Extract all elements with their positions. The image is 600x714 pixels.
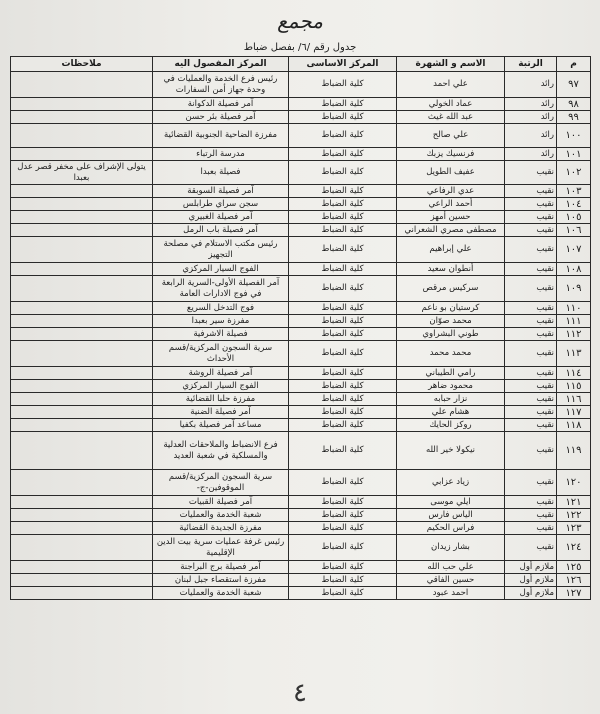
cell-name: الياس فارس <box>397 509 505 522</box>
cell-num: ١٢١ <box>557 496 591 509</box>
table-header-row <box>11 57 591 72</box>
table-row <box>11 72 591 98</box>
cell-base: كلية الضباط <box>289 161 397 185</box>
cell-notes <box>11 124 153 148</box>
header-notes: ملاحظات <box>11 57 153 72</box>
cell-posting: آمر فصيلة الروشة <box>153 367 289 380</box>
table-row <box>11 574 591 587</box>
cell-notes <box>11 406 153 419</box>
cell-notes <box>11 367 153 380</box>
cell-base: كلية الضباط <box>289 535 397 561</box>
cell-num: ١١٧ <box>557 406 591 419</box>
cell-base: كلية الضباط <box>289 419 397 432</box>
cell-num: ١١٦ <box>557 393 591 406</box>
cell-base: كلية الضباط <box>289 224 397 237</box>
cell-num: ١٠٠ <box>557 124 591 148</box>
cell-base: كلية الضباط <box>289 393 397 406</box>
table-row <box>11 124 591 148</box>
cell-notes <box>11 496 153 509</box>
cell-num: ١١٥ <box>557 380 591 393</box>
cell-name: عبد الله غيث <box>397 111 505 124</box>
cell-posting: مفرزة حلبا القضائية <box>153 393 289 406</box>
cell-num: ١١٢ <box>557 328 591 341</box>
cell-notes <box>11 72 153 98</box>
handwritten-header-mark: مجمع <box>277 9 323 33</box>
cell-name: طوني البشراوي <box>397 328 505 341</box>
cell-posting: سرية السجون المركزية/قسم الموقوفين-ج- <box>153 470 289 496</box>
cell-notes <box>11 509 153 522</box>
cell-notes <box>11 276 153 302</box>
cell-name: أنطوان سعيد <box>397 263 505 276</box>
cell-posting: مساعد آمر فصيلة بكفيا <box>153 419 289 432</box>
table-row <box>11 198 591 211</box>
cell-posting: آمر الفصيلة الأولى-السرية الرابعة في فوج الادارات العامة <box>153 276 289 302</box>
cell-rank: رائد <box>505 124 557 148</box>
cell-num: ١٢٢ <box>557 509 591 522</box>
table-row <box>11 561 591 574</box>
cell-rank: نقيب <box>505 341 557 367</box>
cell-base: كلية الضباط <box>289 237 397 263</box>
cell-name: أحمد الراعي <box>397 198 505 211</box>
table-row <box>11 224 591 237</box>
cell-posting: فصيلة بعبدا <box>153 161 289 185</box>
table-row <box>11 587 591 600</box>
table-row <box>11 111 591 124</box>
cell-name: مصطفى مصري الشعراني <box>397 224 505 237</box>
table-caption: جدول رقم /٦/ بفصل ضباط <box>243 42 357 53</box>
cell-rank: نقيب <box>505 419 557 432</box>
cell-posting: آمر فصيلة السوبقة <box>153 185 289 198</box>
cell-notes <box>11 470 153 496</box>
cell-posting: آمر فصيلة بئر حسن <box>153 111 289 124</box>
cell-rank: رائد <box>505 98 557 111</box>
cell-notes <box>11 535 153 561</box>
cell-name: هشام علي <box>397 406 505 419</box>
cell-num: ٩٩ <box>557 111 591 124</box>
cell-notes <box>11 263 153 276</box>
cell-num: ١١١ <box>557 315 591 328</box>
cell-base: كلية الضباط <box>289 380 397 393</box>
cell-name: عماد الخولي <box>397 98 505 111</box>
cell-notes <box>11 341 153 367</box>
cell-name: زياد عزابي <box>397 470 505 496</box>
cell-posting: آمر فصيلة برج البراجنة <box>153 561 289 574</box>
table-row <box>11 419 591 432</box>
cell-num: ١٢٥ <box>557 561 591 574</box>
cell-notes <box>11 587 153 600</box>
cell-name: علي صالح <box>397 124 505 148</box>
cell-num: ١١٤ <box>557 367 591 380</box>
cell-rank: نقيب <box>505 367 557 380</box>
cell-rank: نقيب <box>505 263 557 276</box>
cell-name: سركيس مرقص <box>397 276 505 302</box>
cell-posting: سرية السجون المركزية/قسم الأحداث <box>153 341 289 367</box>
cell-posting: شعبة الخدمة والعمليات <box>153 509 289 522</box>
cell-base: كلية الضباط <box>289 185 397 198</box>
cell-base: كلية الضباط <box>289 341 397 367</box>
header-rank: الرتبة <box>505 57 557 72</box>
cell-rank: نقيب <box>505 237 557 263</box>
cell-rank: رائد <box>505 111 557 124</box>
cell-base: كلية الضباط <box>289 263 397 276</box>
cell-notes <box>11 224 153 237</box>
cell-name: حسين الفاقي <box>397 574 505 587</box>
cell-posting: الفوج السيار المركزي <box>153 263 289 276</box>
cell-num: ١٢٤ <box>557 535 591 561</box>
cell-posting: مفرزة الضاحية الجنوبية القضائية <box>153 124 289 148</box>
cell-base: كلية الضباط <box>289 198 397 211</box>
cell-rank: نقيب <box>505 535 557 561</box>
table-row <box>11 509 591 522</box>
cell-name: علي حب الله <box>397 561 505 574</box>
cell-rank: نقيب <box>505 393 557 406</box>
cell-num: ١٠٨ <box>557 263 591 276</box>
cell-name: محمد محمد <box>397 341 505 367</box>
cell-num: ١٠٩ <box>557 276 591 302</box>
table-row <box>11 315 591 328</box>
cell-num: ١٢٣ <box>557 522 591 535</box>
cell-rank: نقيب <box>505 315 557 328</box>
cell-num: ٩٧ <box>557 72 591 98</box>
cell-notes: يتولى الإشراف على مخفر قصر عدل بعبدا <box>11 161 153 185</box>
cell-rank: ملازم أول <box>505 561 557 574</box>
cell-num: ١٢٧ <box>557 587 591 600</box>
cell-posting: مفرزة سير بعبدا <box>153 315 289 328</box>
table-row <box>11 276 591 302</box>
table-row <box>11 341 591 367</box>
cell-num: ١٠٤ <box>557 198 591 211</box>
cell-posting: فرع الانضباط والملاحقات العدلية والمسلكية في شعبة العديد <box>153 432 289 470</box>
cell-posting: مدرسة الرتباء <box>153 148 289 161</box>
cell-rank: نقيب <box>505 380 557 393</box>
cell-rank: رائد <box>505 72 557 98</box>
cell-rank: نقيب <box>505 496 557 509</box>
cell-name: حسين أمهز <box>397 211 505 224</box>
cell-base: كلية الضباط <box>289 470 397 496</box>
cell-num: ١٠١ <box>557 148 591 161</box>
cell-base: كلية الضباط <box>289 561 397 574</box>
cell-name: روكز الحايك <box>397 419 505 432</box>
cell-name: عدي الرفاعي <box>397 185 505 198</box>
cell-notes <box>11 185 153 198</box>
cell-base: كلية الضباط <box>289 406 397 419</box>
cell-base: كلية الضباط <box>289 124 397 148</box>
cell-name: كرستيان بو ناعم <box>397 302 505 315</box>
cell-name: علي احمد <box>397 72 505 98</box>
cell-num: ١٠٥ <box>557 211 591 224</box>
cell-rank: رائد <box>505 148 557 161</box>
cell-base: كلية الضباط <box>289 276 397 302</box>
cell-posting: آمر فصيلة باب الرمل <box>153 224 289 237</box>
table-body <box>11 72 591 600</box>
cell-rank: نقيب <box>505 522 557 535</box>
cell-base: كلية الضباط <box>289 302 397 315</box>
cell-notes <box>11 561 153 574</box>
table-row <box>11 432 591 470</box>
cell-rank: نقيب <box>505 406 557 419</box>
table-row <box>11 98 591 111</box>
table-row <box>11 393 591 406</box>
cell-notes <box>11 98 153 111</box>
cell-notes <box>11 211 153 224</box>
cell-base: كلية الضباط <box>289 72 397 98</box>
cell-name: نيكولا خير الله <box>397 432 505 470</box>
table-row <box>11 406 591 419</box>
cell-posting: رئيس فرع الخدمة والعمليات في وحدة جهاز أمن السفارات <box>153 72 289 98</box>
cell-base: كلية الضباط <box>289 211 397 224</box>
cell-num: ١١٣ <box>557 341 591 367</box>
table-row <box>11 328 591 341</box>
cell-name: نزار حبابه <box>397 393 505 406</box>
cell-base: كلية الضباط <box>289 111 397 124</box>
cell-num: ١١٩ <box>557 432 591 470</box>
cell-rank: ملازم أول <box>505 574 557 587</box>
table-row <box>11 496 591 509</box>
cell-name: رامي الطيباني <box>397 367 505 380</box>
cell-notes <box>11 148 153 161</box>
page-number-mark: ٤ <box>293 678 307 708</box>
table-row <box>11 211 591 224</box>
officers-table <box>10 56 591 600</box>
cell-name: ايلي موسى <box>397 496 505 509</box>
cell-posting: فصيلة الاشرفية <box>153 328 289 341</box>
cell-base: كلية الضباط <box>289 432 397 470</box>
cell-base: كلية الضباط <box>289 509 397 522</box>
cell-rank: ملازم أول <box>505 587 557 600</box>
cell-name: علي إبراهيم <box>397 237 505 263</box>
cell-posting: سجن سراي طرابلس <box>153 198 289 211</box>
cell-posting: مفرزة الجديدة القضائية <box>153 522 289 535</box>
header-name: الاسم و الشهرة <box>397 57 505 72</box>
cell-posting: مفرزة استقصاء جبل لبنان <box>153 574 289 587</box>
cell-base: كلية الضباط <box>289 98 397 111</box>
cell-notes <box>11 328 153 341</box>
cell-num: ١١٨ <box>557 419 591 432</box>
cell-notes <box>11 315 153 328</box>
cell-name: فراس الحكيم <box>397 522 505 535</box>
cell-notes <box>11 111 153 124</box>
table-row <box>11 185 591 198</box>
cell-base: كلية الضباط <box>289 315 397 328</box>
table-row <box>11 380 591 393</box>
cell-name: فرنسيك يزبك <box>397 148 505 161</box>
cell-num: ١٠٦ <box>557 224 591 237</box>
cell-num: ١٠٧ <box>557 237 591 263</box>
cell-rank: نقيب <box>505 276 557 302</box>
cell-base: كلية الضباط <box>289 367 397 380</box>
cell-name: احمد عبود <box>397 587 505 600</box>
cell-num: ١٠٣ <box>557 185 591 198</box>
cell-notes <box>11 522 153 535</box>
cell-name: محمد صوّان <box>397 315 505 328</box>
header-posting: المركز المفصول اليه <box>153 57 289 72</box>
cell-posting: آمر فصيلة القبيات <box>153 496 289 509</box>
table-row <box>11 237 591 263</box>
cell-posting: رئيس مكتب الاستلام في مصلحة التجهيز <box>153 237 289 263</box>
cell-rank: نقيب <box>505 224 557 237</box>
cell-base: كلية الضباط <box>289 587 397 600</box>
cell-rank: نقيب <box>505 509 557 522</box>
cell-notes <box>11 302 153 315</box>
cell-posting: آمر فصيلة الضنية <box>153 406 289 419</box>
cell-base: كلية الضباط <box>289 328 397 341</box>
cell-base: كلية الضباط <box>289 496 397 509</box>
table-row <box>11 535 591 561</box>
cell-posting: فوج التدخل السريع <box>153 302 289 315</box>
cell-notes <box>11 419 153 432</box>
cell-notes <box>11 237 153 263</box>
cell-rank: نقيب <box>505 211 557 224</box>
cell-posting: شعبة الخدمة والعمليات <box>153 587 289 600</box>
table-row <box>11 522 591 535</box>
table-row <box>11 263 591 276</box>
cell-num: ١٢٦ <box>557 574 591 587</box>
cell-base: كلية الضباط <box>289 574 397 587</box>
cell-base: كلية الضباط <box>289 522 397 535</box>
header-num: م <box>557 57 591 72</box>
cell-rank: نقيب <box>505 198 557 211</box>
table-row <box>11 161 591 185</box>
table-row <box>11 367 591 380</box>
cell-rank: نقيب <box>505 432 557 470</box>
table-row <box>11 302 591 315</box>
cell-notes <box>11 198 153 211</box>
cell-num: ١٢٠ <box>557 470 591 496</box>
cell-rank: نقيب <box>505 161 557 185</box>
cell-notes <box>11 380 153 393</box>
table-row <box>11 148 591 161</box>
cell-notes <box>11 432 153 470</box>
cell-num: ١٠٢ <box>557 161 591 185</box>
cell-num: ١١٠ <box>557 302 591 315</box>
cell-posting: آمر فصيلة الغبيري <box>153 211 289 224</box>
table-row <box>11 470 591 496</box>
cell-name: بشار زيدان <box>397 535 505 561</box>
cell-num: ٩٨ <box>557 98 591 111</box>
cell-posting: الفوج السيار المركزي <box>153 380 289 393</box>
cell-posting: آمر فصيلة الدكوانة <box>153 98 289 111</box>
cell-rank: نقيب <box>505 302 557 315</box>
cell-rank: نقيب <box>505 185 557 198</box>
cell-rank: نقيب <box>505 328 557 341</box>
cell-posting: رئيس غرفة عمليات سرية بيت الدين الإقليمية <box>153 535 289 561</box>
cell-name: محمود ضاهر <box>397 380 505 393</box>
cell-rank: نقيب <box>505 470 557 496</box>
cell-name: عفيف الطويل <box>397 161 505 185</box>
cell-notes <box>11 574 153 587</box>
header-base: المركز الاساسى <box>289 57 397 72</box>
cell-base: كلية الضباط <box>289 148 397 161</box>
cell-notes <box>11 393 153 406</box>
